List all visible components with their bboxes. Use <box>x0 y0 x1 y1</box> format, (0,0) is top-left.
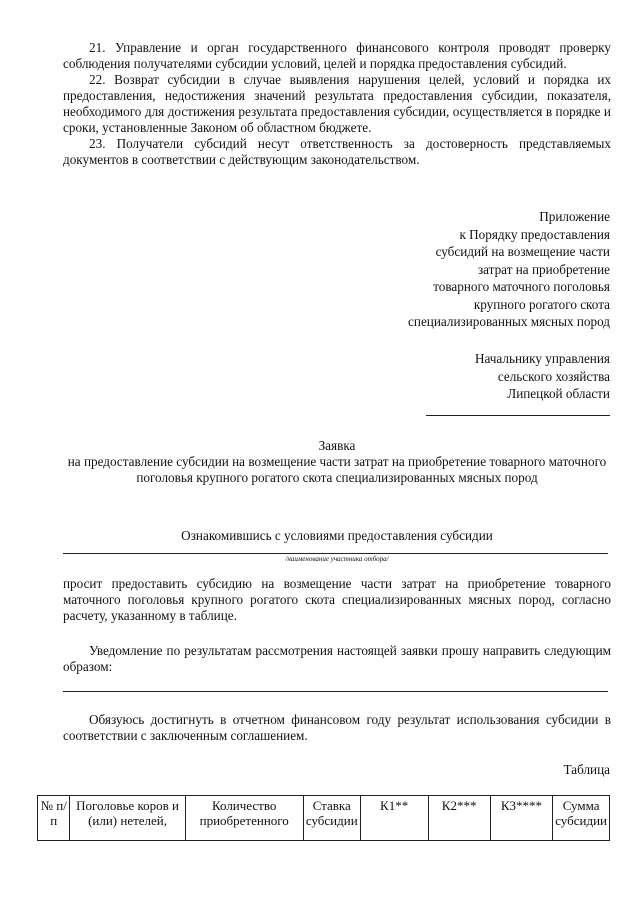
header-cell-quantity: Количество приобретенного <box>185 796 303 841</box>
appendix-header <box>280 208 610 331</box>
appendix-line: крупного рогатого скота <box>473 296 610 312</box>
application-title-block <box>63 438 611 486</box>
addressee-line: сельского хозяйства <box>497 368 610 384</box>
header-cell-k1: К1** <box>360 796 428 841</box>
appendix-line: товарного маточного поголовья <box>433 279 610 294</box>
paragraph-22: 22. Возврат субсидии в случае выявления нарушения целей, условий и порядка их предоставления, недостижения значений результата предоставления субсидии, показателя, необходимого для достижения результата предоставления субсидии, осуществляется в порядке и сроки, установленные Законом об областном бюджете. <box>63 72 611 135</box>
addressee-line: Начальнику управления <box>474 351 610 366</box>
paragraph-23: 23. Получатели субсидий несут ответственность за достоверность представляемых документов в соответствии с действующим законодательством. <box>63 136 611 167</box>
subsidy-table <box>37 795 610 841</box>
appendix-line: Приложение <box>539 209 610 224</box>
header-cell-sum: Сумма субсидии <box>553 796 610 841</box>
table-label: Таблица <box>563 762 610 777</box>
appendix-line: затрат на приобретение <box>477 261 610 277</box>
addressee-block <box>280 350 610 420</box>
table-header-row <box>38 796 610 841</box>
appendix-line: специализированных мясных пород <box>408 314 610 329</box>
appendix-line: субсидий на возмещение части <box>435 244 610 259</box>
commitment-text: Обязуюсь достигнуть в отчетном финансовом году результат использования субсидии в соответствии с заключенным соглашением. <box>63 712 611 743</box>
header-cell-livestock: Поголовье коров и (или) нетелей, <box>70 796 185 841</box>
paragraph-21: 21. Управление и орган государственного финансового контроля проводят проверку соблюдения получателями субсидии условий, целей и порядка предоставления субсидий. <box>63 40 611 71</box>
notice-text: Уведомление по результатам рассмотрения настоящей заявки прошу направить следующим образом: <box>63 643 611 674</box>
notice-block <box>63 643 611 675</box>
application-subtitle: на предоставление субсидии на возмещение части затрат на приобретение товарного маточного поголовья крупного рогатого скота специализированных мясных пород <box>67 454 607 485</box>
application-title: Заявка <box>318 438 356 453</box>
header-cell-number: № п/п <box>38 796 70 841</box>
signature-line[interactable] <box>426 405 610 416</box>
intro-text: Ознакомившись с условиями предоставления субсидии <box>181 528 493 543</box>
participant-caption: /наименование участника отбора/ <box>285 555 389 563</box>
rules-paragraphs <box>63 40 611 168</box>
commitment-block <box>63 712 611 744</box>
header-cell-k2: К2*** <box>428 796 490 841</box>
header-cell-rate: Ставка субсидии <box>303 796 360 841</box>
notice-method-field[interactable] <box>63 691 608 692</box>
appendix-line: к Порядку предоставления <box>459 226 610 242</box>
addressee-line: Липецкой области <box>507 386 610 401</box>
header-cell-k3: К3**** <box>490 796 552 841</box>
request-text: просит предоставить субсидию на возмещение части затрат на приобретение товарного маточного поголовья крупного рогатого скота специализированных мясных пород, согласно расчету, указанному в таблице. <box>63 576 611 623</box>
participant-name-field[interactable] <box>63 553 608 554</box>
